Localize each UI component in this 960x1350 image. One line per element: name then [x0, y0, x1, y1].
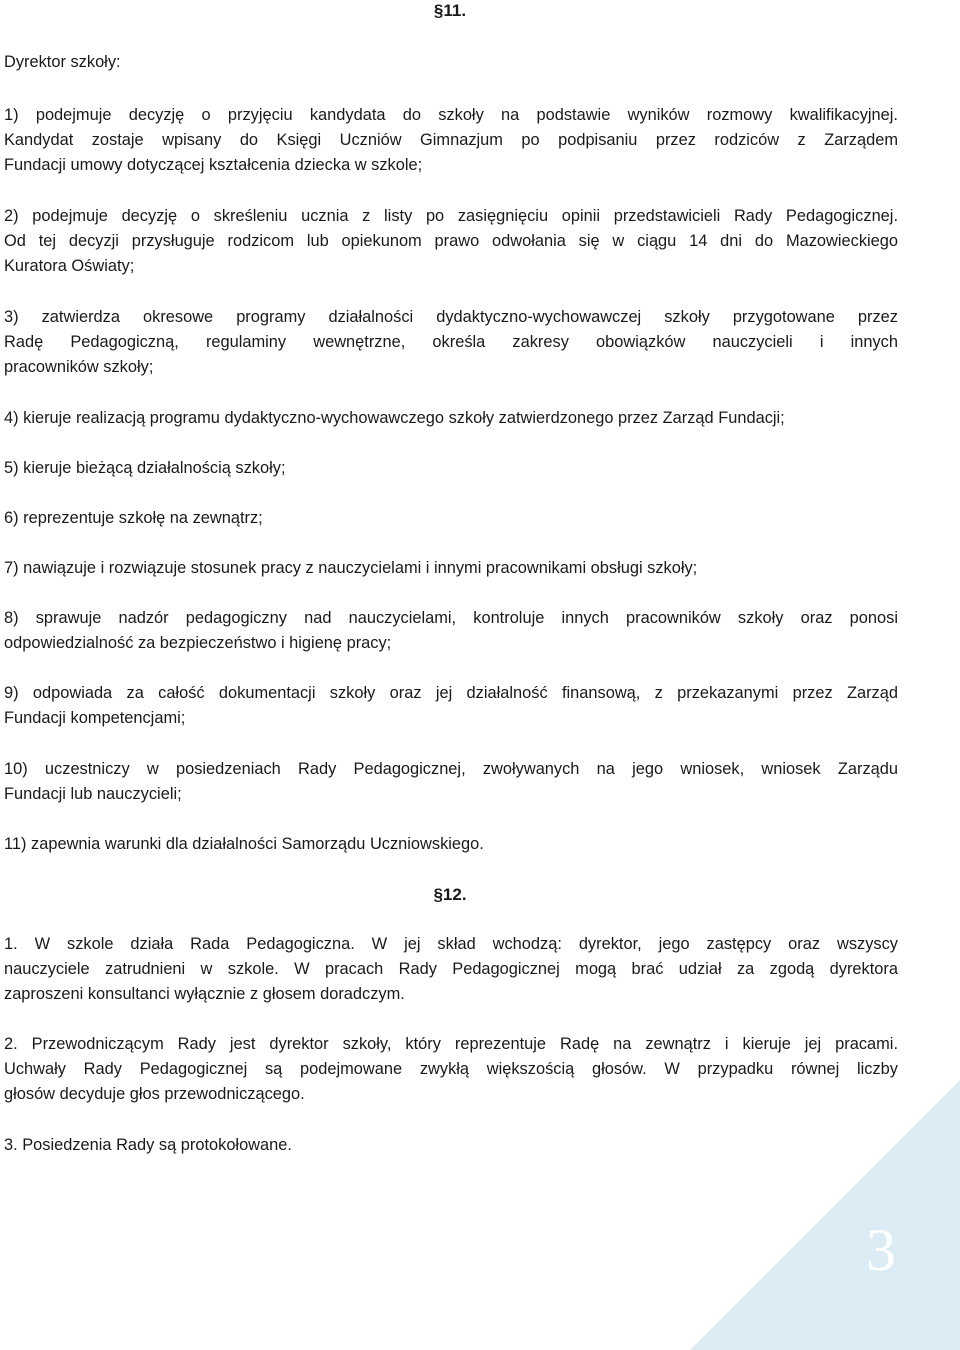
list-item [4, 1032, 898, 1107]
section-11-intro [4, 50, 898, 75]
list-item [4, 757, 898, 807]
list-item [4, 305, 898, 380]
list-item [4, 556, 898, 581]
list-item [4, 103, 898, 178]
text-line: Radę Pedagogiczną, regulaminy wewnętrzne, określa zakresy obowiązków nauczycieli i innych [4, 333, 898, 351]
text-line: Kandydat zostaje wpisany do Księgi Uczniów Gimnazjum po podpisaniu przez rodziców z Zarządem [4, 131, 898, 149]
text-line: Fundacji kompetencjami; [4, 709, 186, 727]
text-line: 4) kieruje realizacją programu dydaktyczno-wychowawczego szkoły zatwierdzonego przez Zarząd Fundacji; [4, 409, 785, 427]
list-item [4, 506, 898, 531]
text-line: odpowiedzialność za bezpieczeństwo i higienę pracy; [4, 634, 392, 652]
list-item [4, 606, 898, 656]
text-line: 11) zapewnia warunki dla działalności Samorządu Uczniowskiego. [4, 835, 484, 853]
text-line: nauczyciele zatrudnieni w szkole. W pracach Rady Pedagogicznej mogą brać udział za zgodą dyrektora [4, 960, 898, 978]
text-line: zaproszeni konsultanci wyłącznie z głosem doradczym. [4, 985, 405, 1003]
corner-decoration [690, 1080, 960, 1350]
list-item [4, 456, 898, 481]
list-item [4, 406, 898, 431]
text-line: 10) uczestniczy w posiedzeniach Rady Pedagogicznej, zwoływanych na jego wniosek, wniosek Zarządu [4, 760, 898, 778]
text-line: Od tej decyzji przysługuje rodzicom lub opiekunom prawo odwołania się w ciągu 14 dni do Mazowieckiego [4, 232, 898, 250]
text-line: 1. W szkole działa Rada Pedagogiczna. W jej skład wchodzą: dyrektor, jego zastępcy oraz wszyscy [4, 935, 898, 953]
list-item [4, 832, 898, 857]
text-line: głosów decyduje głos przewodniczącego. [4, 1085, 305, 1103]
section-12-heading: §12. [433, 885, 467, 904]
list-item [4, 1133, 898, 1158]
text-line: Kuratora Oświaty; [4, 257, 135, 275]
list-item [4, 681, 898, 731]
text-line: Dyrektor szkoły: [4, 53, 121, 71]
text-line: 3. Posiedzenia Rady są protokołowane. [4, 1136, 292, 1154]
list-item [4, 932, 898, 1007]
text-line: 6) reprezentuje szkołę na zewnątrz; [4, 509, 263, 527]
text-line: 8) sprawuje nadzór pedagogiczny nad nauczycielami, kontroluje innych pracowników szkoły oraz ponosi [4, 609, 898, 627]
text-line: Uchwały Rady Pedagogicznej są podejmowane zwykłą większością głosów. W przypadku równej liczby [4, 1060, 898, 1078]
section-11-heading: §11. [433, 1, 467, 20]
text-line: 3) zatwierdza okresowe programy działalności dydaktyczno-wychowawczej szkoły przygotowane przez [4, 308, 898, 326]
text-line: 9) odpowiada za całość dokumentacji szkoły oraz jej działalność finansową, z przekazanymi przez Zarząd [4, 684, 898, 702]
text-line: 2) podejmuje decyzję o skreśleniu ucznia z listy po zasięgnięciu opinii przedstawicieli Rady Pedagogicznej. [4, 207, 898, 225]
text-line: 1) podejmuje decyzję o przyjęciu kandydata do szkoły na podstawie wyników rozmowy kwalifikacyjnej. [4, 106, 898, 124]
text-line: Fundacji umowy dotyczącej kształcenia dziecka w szkole; [4, 156, 423, 174]
text-line: 2. Przewodniczącym Rady jest dyrektor szkoły, który reprezentuje Radę na zewnątrz i kieruje jej pracami. [4, 1035, 898, 1053]
text-line: pracowników szkoły; [4, 358, 154, 376]
page-number: 3 [866, 1217, 896, 1283]
list-item [4, 204, 898, 279]
text-line: 5) kieruje bieżącą działalnością szkoły; [4, 459, 286, 477]
text-line: Fundacji lub nauczycieli; [4, 785, 182, 803]
text-line: 7) nawiązuje i rozwiązuje stosunek pracy z nauczycielami i innymi pracownikami obsługi szkoły; [4, 559, 698, 577]
